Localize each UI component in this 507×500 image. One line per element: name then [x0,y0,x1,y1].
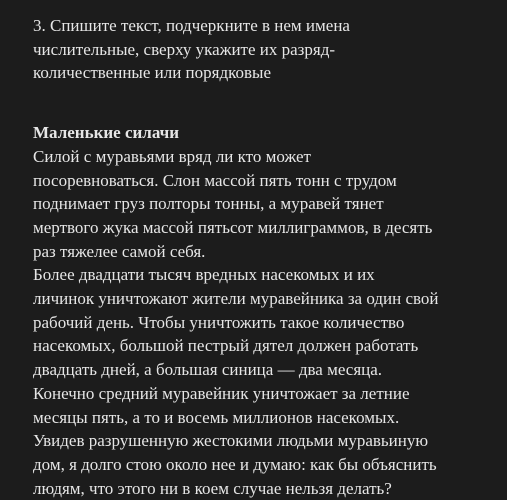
document-page [33,14,503,500]
story-line: мертвого жука массой пятьсот миллиграммов, в десять [33,217,433,237]
story-line: Более двадцати тысяч вредных насекомых и их [33,265,375,285]
story-line: Увидев разрушенную жестокими людьми муравьиную [33,431,429,451]
task-instructions [33,14,503,85]
story-line: месяцы пять, а то и восемь миллионов насекомых. [33,407,400,427]
story-line: двадцать дней, а большая синица — два месяца. [33,360,383,380]
story-text [33,121,503,500]
story-line: рабочий день. Чтобы уничтожить такое количество [33,312,405,332]
story-line: раз тяжелее самой себя. [33,241,206,261]
story-line: Силой с муравьями вряд ли кто может [33,146,311,166]
story-line: людям, что этого ни в коем случае нельзя делать? [33,478,392,498]
story-line: личинок уничтожают жители муравейника за один свой [33,289,439,309]
story-line: Конечно средний муравейник уничтожает за летние [33,383,410,403]
story-line: дом, я долго стою около нее и думаю: как бы объяснить [33,454,437,474]
task-line: числительные, сверху укажите их разряд- [33,39,336,59]
task-line: количественные или порядковые [33,63,272,83]
story-title: Маленькие силачи [33,123,180,143]
spacer [33,85,503,121]
story-line: насекомых, большой пестрый дятел должен работать [33,336,419,356]
story-line: поднимает груз полторы тонны, а муравей тянет [33,194,384,214]
task-line: 3. Спишите текст, подчеркните в нем имена [33,16,350,35]
story-line: посоревноваться. Слон массой пять тонн с трудом [33,170,397,190]
